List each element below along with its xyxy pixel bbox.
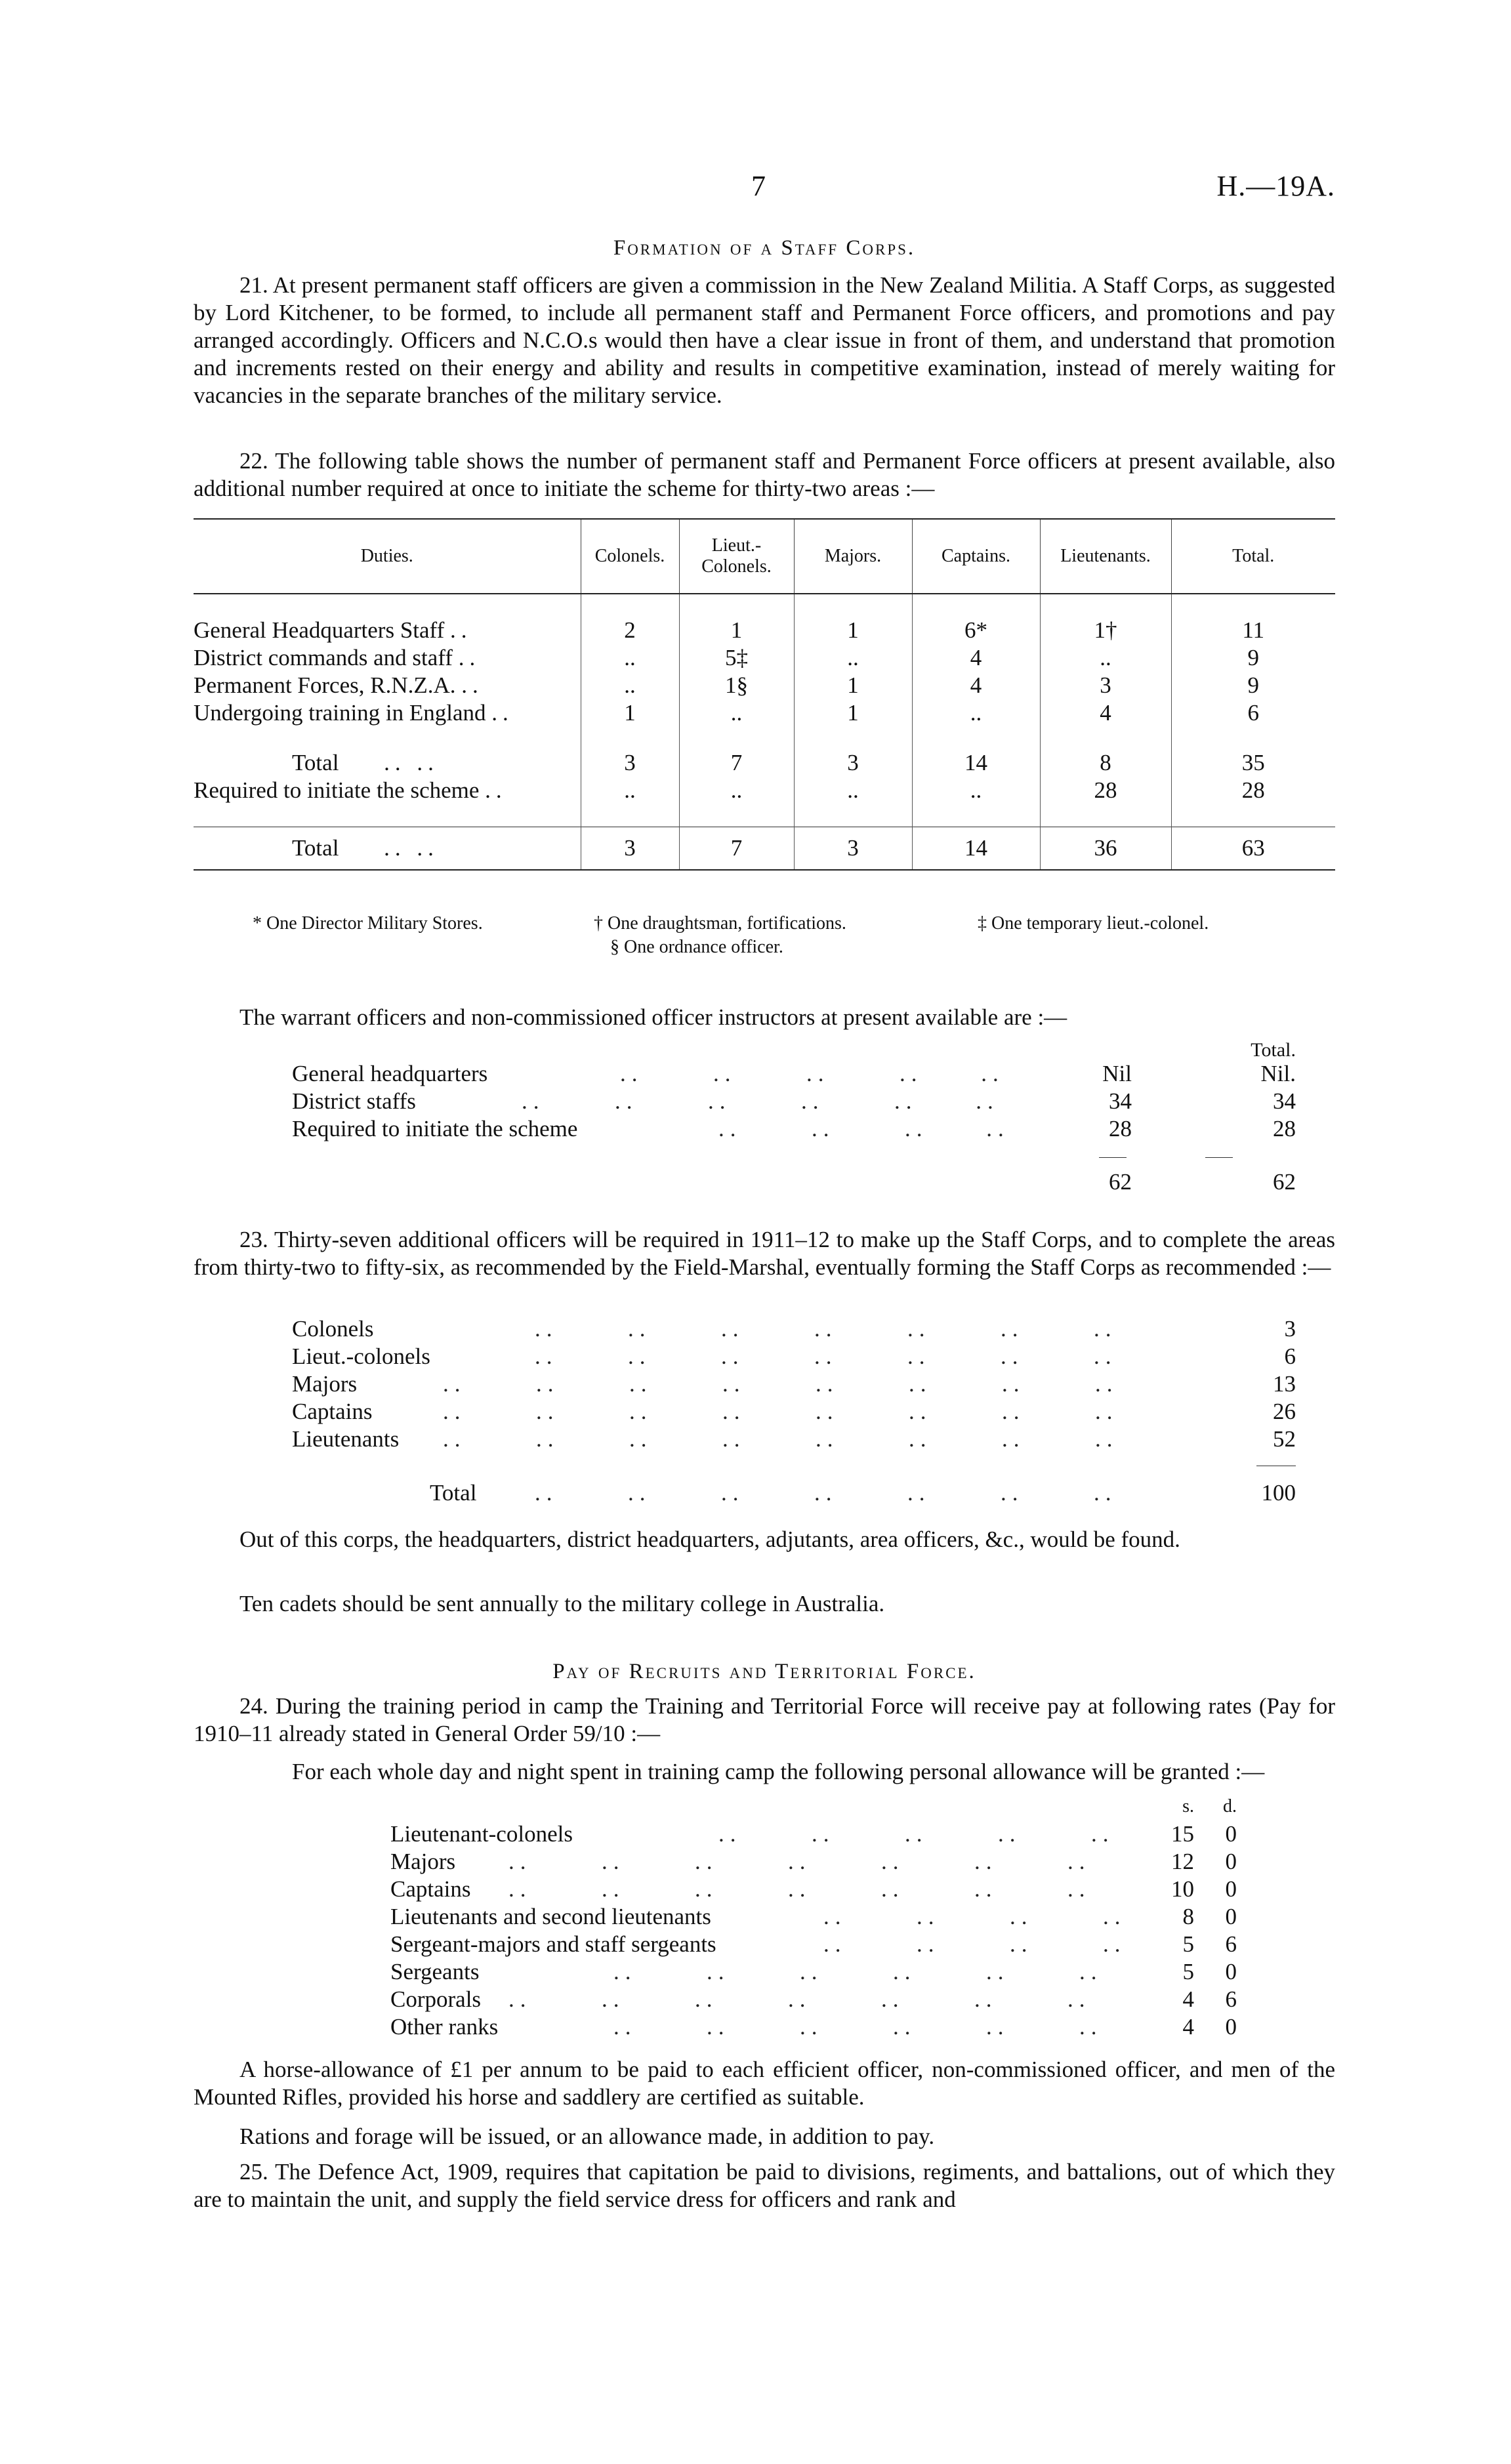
corps-row-label: Captains [292, 1399, 373, 1424]
rate-pence: 0 [1225, 1876, 1237, 1902]
dot-leader: .. .. .. .. .. .. [522, 1088, 999, 1114]
row-label: Permanent Forces, R.N.Z.A. [194, 672, 456, 698]
rate-rank: Lieutenants and second lieutenants [390, 1904, 711, 1929]
paragraph-23: 23. Thirty-seven additional officers will be required in 1911–12 to make up the Staff Corps, and to complete the areas from thirty-two to fifty-six, as recommended by the Field-Marshal, eventually forming the Staff Corps as recommended :— [194, 1227, 1335, 1280]
rate-pence: 0 [1225, 1904, 1237, 1929]
table-cell: 1 [679, 617, 794, 644]
rate-rank: Majors [390, 1849, 456, 1874]
dot-leader: .. .. .. .. .. .. .. [535, 1344, 1117, 1369]
sum-rule [1205, 1157, 1233, 1158]
paragraph-rations: Rations and forage will be issued, or an allowance made, in addition to pay. [239, 2124, 935, 2149]
rate-pence: 6 [1225, 1931, 1237, 1957]
dot-leader: .. [458, 645, 481, 670]
dot-leader: .. [491, 700, 514, 726]
table-cell: .. [679, 777, 794, 804]
paragraph-21: 21. At present permanent staff officers are given a commission in the New Zealand Militia. A Staff Corps, as suggested by Lord Kitchener, to be formed, to include all permanent staff and Permanent Force officers, and promotions and pay arranged accordingly. Officers and N.C.O.s would then have a clear issue in front of them, and understand that promotion and increments rested on their energy and ability and results in competitive examination, instead of merely waiting for vacancies in the separate branches of the military service. [194, 272, 1335, 408]
rate-rank: Other ranks [390, 2014, 499, 2040]
warrant-available: 28 [1109, 1116, 1132, 1141]
dot-leader: .. [449, 617, 472, 643]
table-cell: 7 [679, 827, 794, 871]
table-cell: .. [581, 644, 679, 672]
page-number: 7 [751, 170, 766, 202]
table-cell: .. [581, 777, 679, 804]
paragraph-out-of-corps: Out of this corps, the headquarters, district headquarters, adjutants, area officers, &c., would be found. [239, 1527, 1180, 1552]
warrant-row-label: General headquarters [292, 1061, 488, 1086]
column-pence: d. [1223, 1796, 1237, 1817]
table-cell: 35 [1171, 749, 1335, 777]
table-cell: 9 [1171, 644, 1335, 672]
table-cell: 28 [1040, 777, 1171, 804]
dot-leader: .. .. .. .. .. .. .. .. [443, 1371, 1119, 1397]
table-row [194, 617, 1335, 644]
table-cell: 3 [794, 749, 912, 777]
table-cell: 4 [1040, 699, 1171, 727]
header-lieut-colonels: Lieut.-Colonels. [679, 519, 794, 594]
dot-leader: .. .. .. .. .. .. .. [508, 1849, 1091, 1874]
table-cell: 6* [912, 617, 1040, 644]
table-cell: .. [912, 699, 1040, 727]
dot-leader: .. [485, 777, 507, 803]
allowance-intro: For each whole day and night spent in training camp the following personal allowance will be granted :— [292, 1759, 1265, 1784]
dot-leader: .. .. .. .. .. .. .. [535, 1480, 1117, 1506]
rate-pence: 0 [1225, 2014, 1237, 2040]
rate-shillings: 15 [1171, 1821, 1194, 1847]
row-label: Total [292, 835, 339, 861]
dot-leader: .. .. .. .. [823, 1904, 1127, 1929]
header-colonels: Colonels. [581, 519, 679, 594]
warrant-available: Nil [1102, 1061, 1132, 1086]
officers-table [194, 518, 1335, 871]
warrant-total: Nil. [1260, 1061, 1296, 1086]
corps-row-value: 13 [1273, 1371, 1296, 1397]
table-cell: 1 [794, 672, 912, 699]
table-cell: 6 [1171, 699, 1335, 727]
corps-row-label: Lieut.-colonels [292, 1344, 430, 1369]
rate-pence: 6 [1225, 1986, 1237, 2012]
row-label: Undergoing training in England [194, 700, 486, 726]
header-total: Total. [1171, 519, 1335, 594]
dot-leader: .. .. [384, 835, 439, 861]
dot-leader: .. .. .. .. .. .. .. [508, 1876, 1091, 1902]
page-header [194, 169, 1335, 209]
warrant-row-label: Required to initiate the scheme [292, 1116, 578, 1141]
table-row-total [194, 749, 1335, 777]
table-cell: 1† [1040, 617, 1171, 644]
row-label: Required to initiate the scheme [194, 777, 480, 803]
dot-leader: .. .. .. .. .. .. .. .. [443, 1399, 1119, 1424]
table-cell: 1 [794, 617, 912, 644]
header-duties: Duties. [194, 519, 581, 594]
rate-shillings: 8 [1182, 1904, 1194, 1929]
corps-row-value: 6 [1284, 1344, 1296, 1369]
section-title-pay: Pay of Recruits and Territorial Force. [552, 1660, 976, 1683]
warrant-total: 34 [1273, 1088, 1296, 1114]
rate-shillings: 4 [1182, 1986, 1194, 2012]
table-header-row [194, 519, 1335, 594]
table-row [194, 644, 1335, 672]
table-cell: .. [1040, 644, 1171, 672]
table-row-grand-total [194, 827, 1335, 871]
table-cell: 9 [1171, 672, 1335, 699]
paragraph-24: 24. During the training period in camp the Training and Territorial Force will receive pay at following rates (Pay for 1910–11 already stated in General Order 59/10 :— [194, 1693, 1335, 1746]
warrant-total: 28 [1273, 1116, 1296, 1141]
dot-leader: .. .. .. .. .. .. .. .. [443, 1426, 1119, 1452]
rate-shillings: 10 [1171, 1876, 1194, 1902]
table-row [194, 672, 1335, 699]
table-cell: 3 [581, 827, 679, 871]
table-cell: .. [581, 672, 679, 699]
section-title-staff-corps: Formation of a Staff Corps. [613, 236, 916, 260]
table-cell: 8 [1040, 749, 1171, 777]
table-cell: .. [794, 777, 912, 804]
dot-leader: .. .. .. .. [718, 1116, 1010, 1141]
footnote-director: * One Director Military Stores. [253, 913, 483, 934]
dot-leader: .. [461, 672, 484, 698]
warrant-intro: The warrant officers and non-commissioned officer instructors at present available are :— [239, 1004, 1067, 1030]
row-label: District commands and staff [194, 645, 453, 670]
dot-leader: .. .. [384, 750, 439, 775]
row-label: Total [292, 750, 339, 775]
dot-leader: .. .. .. .. .. .. [613, 2014, 1103, 2040]
warrant-sum-total: 62 [1273, 1169, 1296, 1195]
table-cell: 63 [1171, 827, 1335, 871]
table-cell: 3 [794, 827, 912, 871]
dot-leader: .. .. .. .. .. .. .. [535, 1316, 1117, 1342]
table-cell: 5‡ [679, 644, 794, 672]
dot-leader: .. .. .. .. .. [718, 1821, 1115, 1847]
table-cell: 3 [581, 749, 679, 777]
rate-shillings: 12 [1171, 1849, 1194, 1874]
corps-row-label: Colonels [292, 1316, 374, 1342]
footnote-temporary: ‡ One temporary lieut.-colonel. [978, 913, 1209, 934]
rate-pence: 0 [1225, 1821, 1237, 1847]
header-captains: Captains. [912, 519, 1040, 594]
paragraph-25: 25. The Defence Act, 1909, requires that capitation be paid to divisions, regiments, and battalions, out of which they are to maintain the unit, and supply the field service dress for officers and rank and [194, 2159, 1335, 2212]
table-cell: 2 [581, 617, 679, 644]
column-shillings: s. [1182, 1796, 1194, 1817]
rate-pence: 0 [1225, 1849, 1237, 1874]
table-cell: 14 [912, 749, 1040, 777]
corps-row-value: 3 [1284, 1316, 1296, 1342]
warrant-sum-available: 62 [1109, 1169, 1132, 1195]
table-cell: 7 [679, 749, 794, 777]
table-cell: 1§ [679, 672, 794, 699]
paragraph-22: 22. The following table shows the number of permanent staff and Permanent Force officers at present available, also additional number required at once to initiate the scheme for thirty-two areas :— [194, 448, 1335, 501]
table-cell: 4 [912, 644, 1040, 672]
header-majors: Majors. [794, 519, 912, 594]
table-cell: 3 [1040, 672, 1171, 699]
corps-total-value: 100 [1261, 1480, 1296, 1506]
corps-row-label: Majors [292, 1371, 358, 1397]
sum-rule [1099, 1157, 1127, 1158]
table-cell: 14 [912, 827, 1040, 871]
rate-pence: 0 [1225, 1959, 1237, 1984]
table-cell: 11 [1171, 617, 1335, 644]
table-cell: 28 [1171, 777, 1335, 804]
dot-leader: .. .. .. .. .. [620, 1061, 1004, 1086]
rate-rank: Sergeants [390, 1959, 480, 1984]
footnote-ordnance: § One ordnance officer. [610, 937, 783, 957]
rate-rank: Lieutenant-colonels [390, 1821, 573, 1847]
corps-row-value: 26 [1273, 1399, 1296, 1424]
table-cell: .. [794, 644, 912, 672]
document-reference: H.—19A. [1216, 170, 1335, 202]
warrant-available: 34 [1109, 1088, 1132, 1114]
dot-leader: .. .. .. .. .. .. [613, 1959, 1103, 1984]
rate-rank: Captains [390, 1876, 471, 1902]
corps-row-value: 52 [1273, 1426, 1296, 1452]
rate-shillings: 5 [1182, 1959, 1194, 1984]
warrant-row-label: District staffs [292, 1088, 416, 1114]
footnote-draughtsman: † One draughtsman, fortifications. [594, 913, 846, 934]
table-cell: 4 [912, 672, 1040, 699]
table-cell: .. [912, 777, 1040, 804]
corps-row-label: Lieutenants [292, 1426, 400, 1452]
paragraph-horse-allowance: A horse-allowance of £1 per annum to be paid to each efficient officer, non-commissioned officer, and men of the Mounted Rifles, provided his horse and saddlery are certified as suitable. [194, 2057, 1335, 2110]
table-cell: 1 [581, 699, 679, 727]
table-cell: .. [679, 699, 794, 727]
warrant-total-header: Total. [1251, 1039, 1296, 1061]
paragraph-cadets: Ten cadets should be sent annually to the military college in Australia. [239, 1591, 885, 1616]
rate-shillings: 5 [1182, 1931, 1194, 1957]
rate-shillings: 4 [1182, 2014, 1194, 2040]
table-cell: 1 [794, 699, 912, 727]
table-cell: 36 [1040, 827, 1171, 871]
dot-leader: .. .. .. .. [823, 1931, 1127, 1957]
table-row [194, 699, 1335, 727]
table-row-required [194, 777, 1335, 804]
header-lieutenants: Lieutenants. [1040, 519, 1171, 594]
corps-total-label: Total [430, 1480, 477, 1506]
rate-rank: Sergeant-majors and staff sergeants [390, 1931, 716, 1957]
rate-rank: Corporals [390, 1986, 482, 2012]
dot-leader: .. .. .. .. .. .. .. [508, 1986, 1091, 2012]
row-label: General Headquarters Staff [194, 617, 445, 643]
